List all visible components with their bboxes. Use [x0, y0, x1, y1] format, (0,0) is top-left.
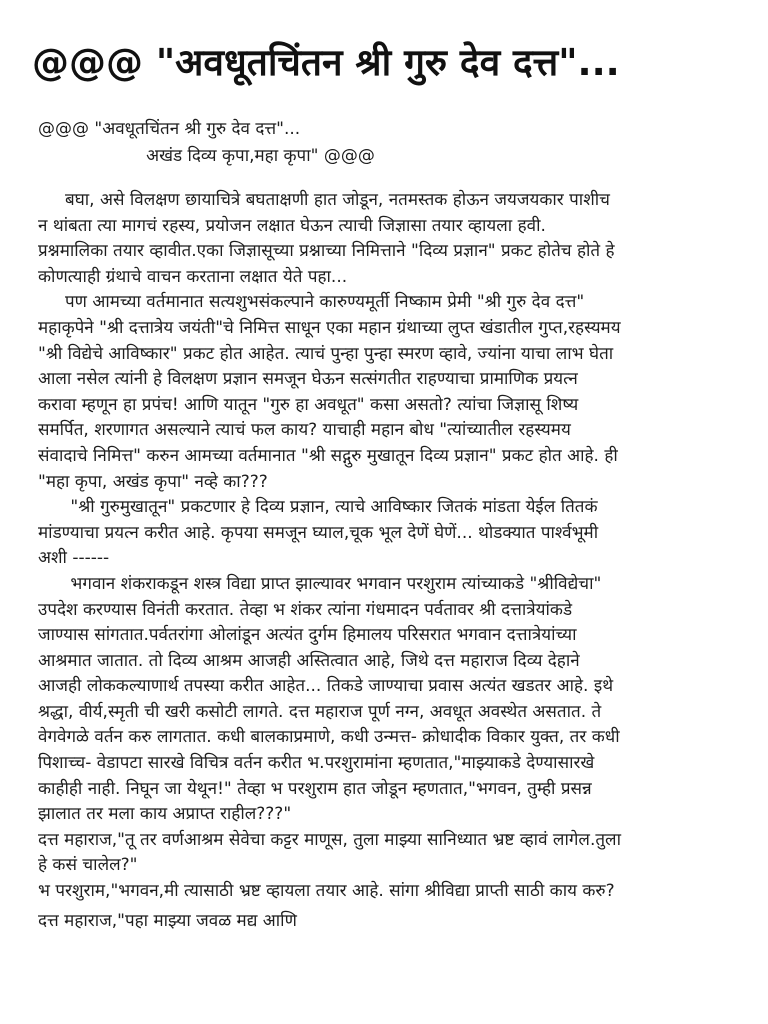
- text-line: आला नसेल त्यांनी हे विलक्षण प्रज्ञान समजून घेऊन सत्संगतीत राहण्याचा प्रामाणिक प्रयत्न: [38, 369, 578, 390]
- text-line: श्रद्धा, वीर्य,स्मृती ची खरी कसोटी लागते. दत्त महाराज पूर्ण नग्न, अवधूत अवस्थेत असतात. ते: [38, 701, 602, 722]
- text-line: पिशाच्च- वेडापटा सारखे विचित्र वर्तन करीत भ.परशुरामांना म्हणतात,"माझ्याकडे देण्यासारखे: [38, 753, 595, 774]
- text-line: भ परशुराम,"भगवन,मी त्यासाठी भ्रष्ट व्हायला तयार आहे. सांगा श्रीविद्या प्राप्ती साठी काय करु?: [38, 881, 615, 902]
- text-line: मांडण्याचा प्रयत्न करीत आहे. कृपया समजून घ्याल,चूक भूल देणें घेणें... थोडक्यात पार्श्वभूमी: [38, 522, 599, 543]
- text-line: उपदेश करण्यास विनंती करतात. तेव्हा भ शंकर त्यांना गंधमादन पर्वतावर श्री दत्तात्रेयांकडे: [38, 599, 573, 620]
- text-line: जाण्यास सांगतात.पर्वतरांगा ओलांडून अत्यंत दुर्गम हिमालय परिसरात भगवान दत्तात्रेयांच्या: [38, 625, 577, 646]
- text-line: वेगवेगळे वर्तन करु लागतात. कधी बालकाप्रमाणे, कधी उन्मत्त- क्रोधादीक विकार युक्त, तर कधी: [38, 727, 620, 748]
- text-line: महाकृपेने "श्री दत्तात्रेय जयंती"चे निमित्त साधून एका महान ग्रंथाच्या लुप्त खंडातील गुप्त,रहस्यमय: [38, 317, 621, 338]
- text-line: "महा कृपा, अखंड कृपा" नव्हे का???: [38, 471, 268, 492]
- text-line: संवादाचे निमित्त" करुन आमच्या वर्तमानात "श्री सद्गुरु मुखातून दिव्य प्रज्ञान" प्रकट होत आहे. ही: [38, 445, 618, 466]
- text-line: "श्री गुरुमुखातून" प्रकटणार हे दिव्य प्रज्ञान, त्याचे आविष्कार जितकं मांडता येईल तितकं: [38, 497, 598, 518]
- text-line: कोणत्याही ग्रंथाचे वाचन करताना लक्षात येते पहा...: [38, 266, 348, 287]
- text-line: झालात तर मला काय अप्राप्त राहील???": [38, 804, 292, 825]
- article-header: [38, 116, 742, 170]
- text-line: "श्री विद्येचे आविष्कार" प्रकट होत आहेत. त्याचं पुन्हा पुन्हा स्मरण व्हावे, ज्यांना याचा लाभ घेता: [38, 343, 614, 364]
- spacer: [38, 170, 742, 188]
- header-line: अखंड दिव्य कृपा,महा कृपा" @@@: [38, 146, 375, 166]
- text-line: दत्त महाराज,"तू तर वर्णआश्रम सेवेचा कट्टर माणूस, तुला माझ्या सानिध्यात भ्रष्ट व्हावं लागेल.तुला: [38, 829, 621, 850]
- text-line: अशी ------: [38, 548, 110, 569]
- text-line: आश्रमात जातात. तो दिव्य आश्रम आजही अस्तित्वात आहे, जिथे दत्त महाराज दिव्य देहाने: [38, 650, 580, 671]
- text-line: प्रश्नमालिका तयार व्हावीत.एका जिज्ञासूच्या प्रश्नाच्या निमित्ताने "दिव्य प्रज्ञान" प्रकट होतेच होते हे: [38, 241, 615, 262]
- cut-off-line: [38, 905, 742, 931]
- text-line: काहीही नाही. निघून जा येथून!" तेव्हा भ परशुराम हात जोडून म्हणतात,"भगवन, तुम्ही प्रसन्न: [38, 778, 592, 799]
- text-line: बघा, असे विलक्षण छायाचित्रे बघताक्षणी हात जोडून, नतमस्तक होऊन जयजयकार पाशीच: [38, 190, 610, 210]
- text-line: न थांबता त्या मागचं रहस्य, प्रयोजन लक्षात घेऊन त्याची जिज्ञासा तयार व्हायला हवी.: [38, 215, 546, 236]
- cut-off-line-text: दत्त महाराज,"पहा माझ्या जवळ मद्य आणि: [38, 910, 297, 931]
- header-line: @@@ "अवधूतचिंतन श्री गुरु देव दत्त"...: [38, 119, 301, 139]
- text-line: करावा म्हणून हा प्रपंच! आणि यातून "गुरु हा अवधूत" कसा असतो? त्यांचा जिज्ञासू शिष्य: [38, 394, 579, 415]
- text-line: भगवान शंकराकडून शस्त्र विद्या प्राप्त झाल्यावर भगवान परशुराम त्यांच्याकडे "श्रीविद्येचा": [38, 573, 602, 594]
- article-paragraphs: [38, 188, 742, 931]
- text-line: हे कसं चालेल?": [38, 855, 138, 876]
- text-line: समर्पित, शरणागत असल्याने त्याचं फल काय? याचाही महान बोध "त्यांच्यातील रहस्यमय: [38, 420, 571, 441]
- text-line: आजही लोककल्याणार्थ तपस्या करीत आहेत... तिकडे जाण्याचा प्रवास अत्यंत खडतर आहे. इथे: [38, 676, 614, 697]
- article-body: [38, 116, 742, 931]
- text-line: पण आमच्या वर्तमानात सत्यशुभसंकल्पाने कारुण्यमूर्ती निष्काम प्रेमी "श्री गुरु देव दत्त": [38, 292, 585, 313]
- page-title: @@@ "अवधूतचिंतन श्री गुरु देव दत्त"...: [32, 41, 620, 84]
